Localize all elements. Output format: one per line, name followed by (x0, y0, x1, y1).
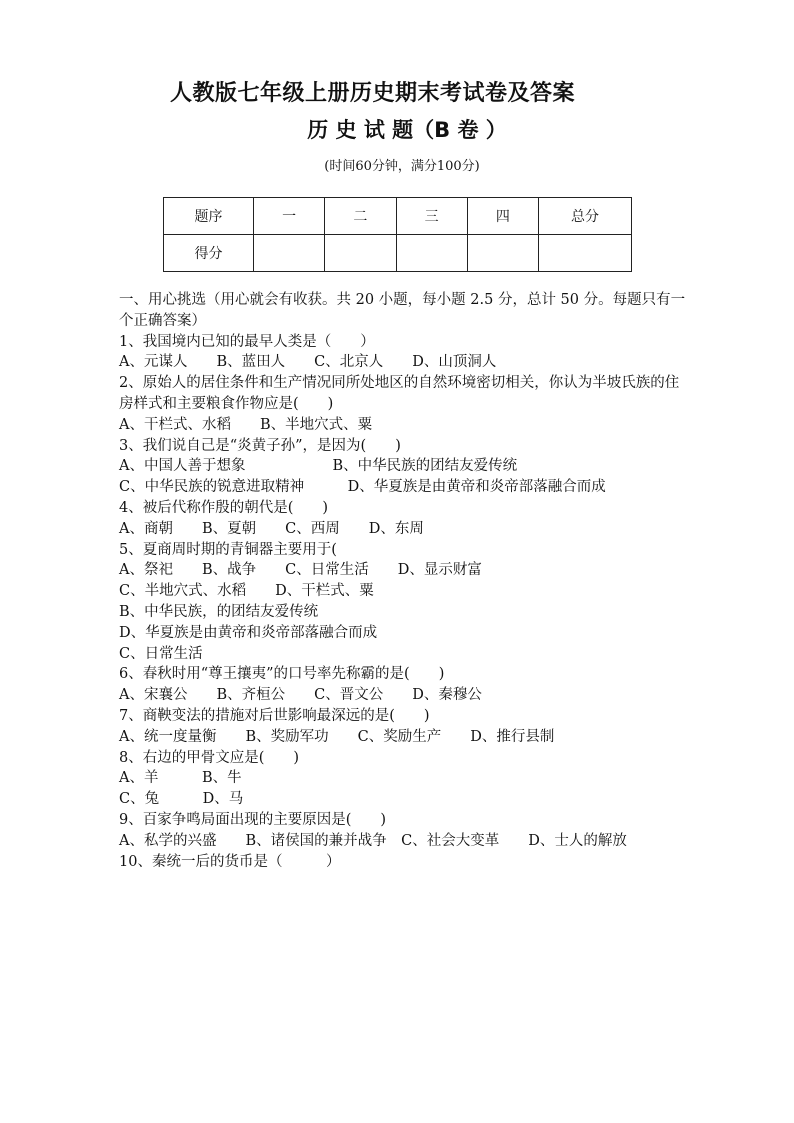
score-table-header-cell: 题序 (164, 198, 254, 235)
option-line: D、华夏族是由黄帝和炎帝部落融合而成 (119, 624, 378, 641)
score-cell[interactable] (396, 235, 467, 272)
score-table-header-cell: 四 (467, 198, 538, 235)
option-line: A、中国人善于想象 B、中华民族的团结友爱传统 (119, 458, 518, 475)
score-table-header-row (164, 198, 632, 235)
score-table-header-cell: 二 (325, 198, 396, 235)
option-line: A、干栏式、水稻 B、半地穴式、粟 (119, 416, 373, 433)
score-table-header-cell: 总分 (539, 198, 632, 235)
question-line: 4、被后代称作殷的朝代是( ) (119, 499, 329, 516)
question-body (119, 290, 689, 872)
option-line: A、羊 B、牛 (119, 770, 242, 787)
question-line: 3、我们说自己是“炎黄子孙”，是因为( ) (119, 437, 401, 454)
score-cell[interactable] (325, 235, 396, 272)
score-cell[interactable] (254, 235, 325, 272)
score-table-header-cell: 一 (254, 198, 325, 235)
score-table (163, 197, 632, 272)
question-line: 6、春秋时用“尊王攘夷”的口号率先称霸的是( ) (119, 666, 445, 683)
question-line: 8、右边的甲骨文应是( ) (119, 749, 300, 766)
option-line: A、统一度量衡 B、奖励军功 C、奖励生产 D、推行县制 (119, 728, 555, 745)
option-line: A、宋襄公 B、齐桓公 C、晋文公 D、秦穆公 (119, 687, 482, 704)
exam-subtitle: 历 史 试 题（B 卷 ） (307, 118, 507, 142)
question-line: 7、商鞅变法的措施对后世影响最深远的是( ) (119, 707, 430, 724)
time-note: (时间60分钟，满分100分) (324, 159, 480, 174)
option-line: A、祭祀 B、战争 C、日常生活 D、显示财富 (119, 562, 482, 579)
option-line: C、中华民族的锐意进取精神 D、华夏族是由黄帝和炎帝部落融合而成 (119, 479, 606, 496)
score-table-score-row (164, 235, 632, 272)
option-line: C、日常生活 (119, 645, 203, 662)
score-row-label: 得分 (164, 235, 254, 272)
question-line: 10、秦统一后的货币是（ ） (119, 853, 341, 870)
question-line: 9、百家争鸣局面出现的主要原因是( ) (119, 811, 387, 828)
score-table-header-cell: 三 (396, 198, 467, 235)
option-line: C、半地穴式、水稻 D、干栏式、粟 (119, 583, 374, 600)
option-line: A、商朝 B、夏朝 C、西周 D、东周 (119, 520, 424, 537)
option-line: A、元谋人 B、蓝田人 C、北京人 D、山顶洞人 (119, 354, 497, 371)
option-line: C、兔 D、马 (119, 791, 244, 808)
question-line: 5、夏商周时期的青铜器主要用于( (119, 541, 337, 558)
question-line: 2、原始人的居住条件和生产情况同所处地区的自然环境密切相关，你认为半坡氏族的住房样式和主要粮食作物应是( ) (119, 375, 680, 412)
section-intro: 一、用心挑选（用心就会有收获。共 20 小题，每小题 2.5 分，总计 50 分。每题只有一个正确答案） (119, 292, 686, 329)
page-title: 人教版七年级上册历史期末考试卷及答案 (170, 81, 576, 106)
score-cell[interactable] (467, 235, 538, 272)
option-line: A、私学的兴盛 B、诸侯国的兼并战争 C、社会大变革 D、士人的解放 (119, 832, 627, 849)
option-line: B、中华民族，的团结友爱传统 (119, 603, 319, 620)
question-line: 1、我国境内已知的最早人类是（ ） (119, 333, 375, 350)
score-cell[interactable] (539, 235, 632, 272)
